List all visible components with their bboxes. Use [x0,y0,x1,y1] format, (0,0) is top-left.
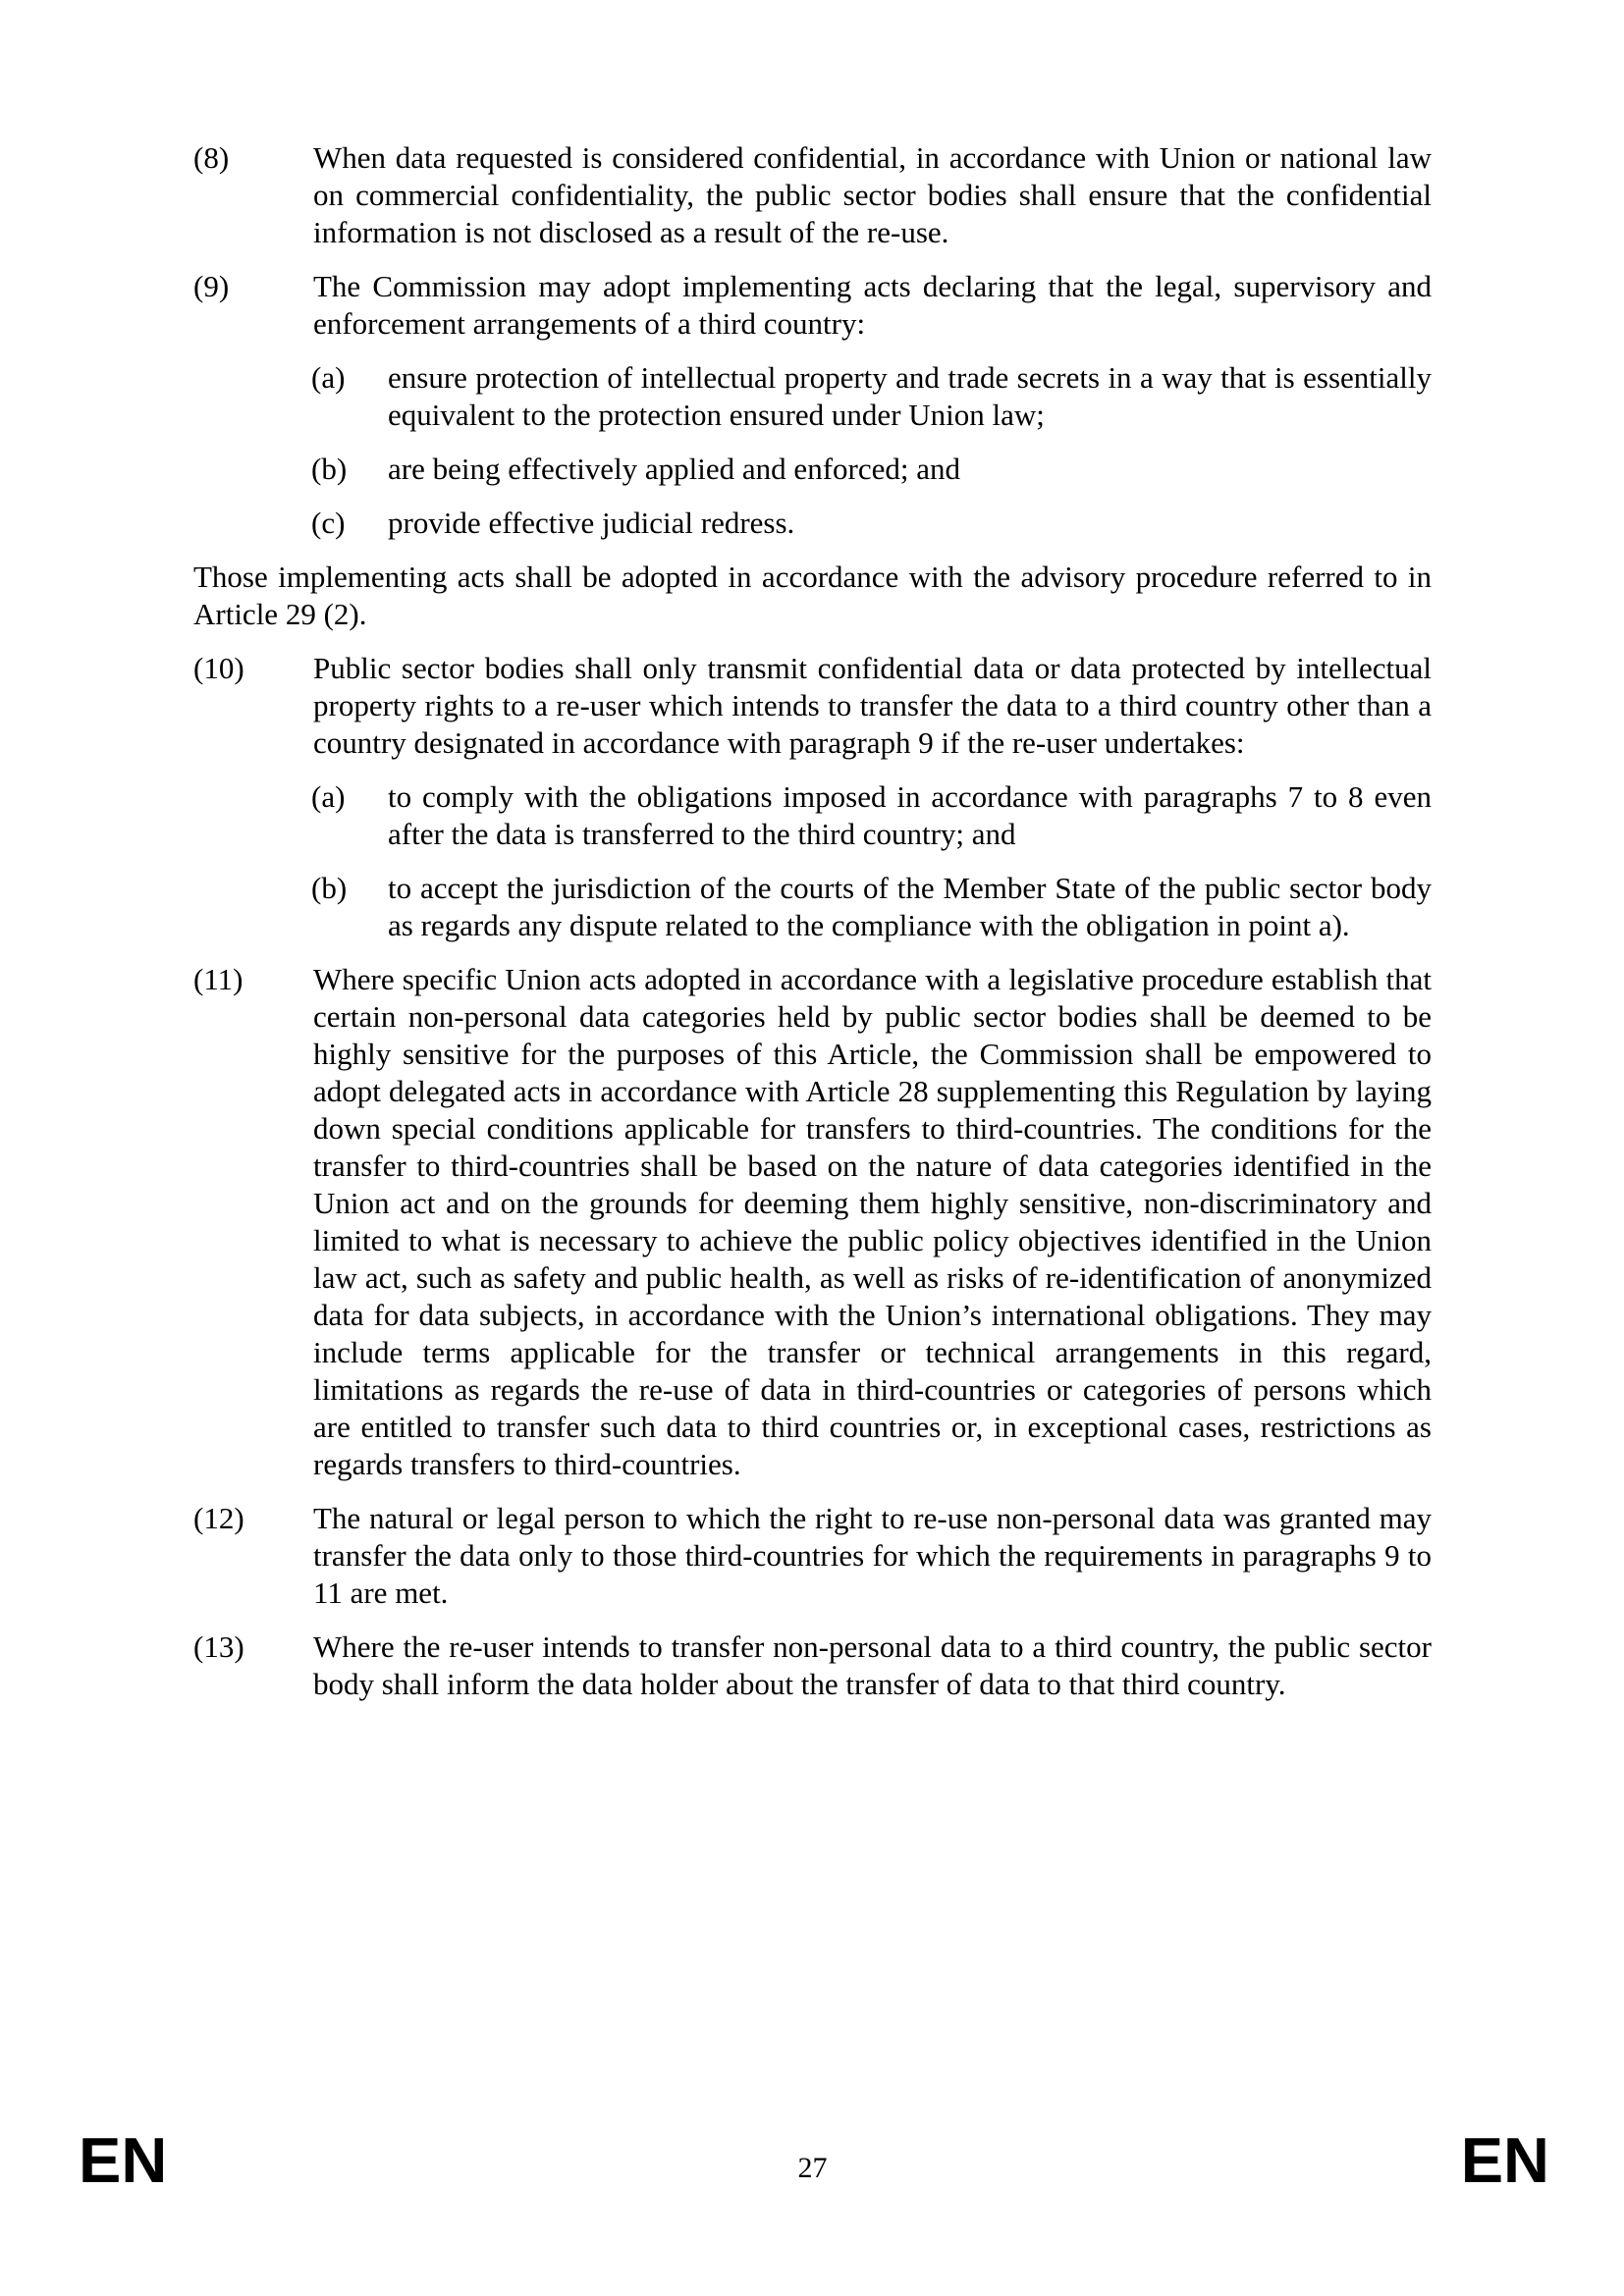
paragraph-number: (11) [193,962,244,996]
paragraph-text: When data requested is considered confidential, in accordance with Union or national law on commercial confidentiality, the public sector bodies shall ensure that the confidential information is not disclosed as a result of the re-use. [313,140,1432,249]
numbered-paragraph [193,650,1432,762]
sub-item-marker: (c) [311,506,346,540]
paragraph-number: (12) [193,1501,244,1535]
paragraph-text: Where the re-user intends to transfer non-personal data to a third country, the public sector body shall inform the data holder about the transfer of data to that third country. [313,1629,1432,1701]
footer-language-code-right: EN [1460,2124,1549,2196]
sub-item [193,870,1432,944]
sub-item [193,778,1432,853]
paragraph-text: to accept the jurisdiction of the courts of the Member State of the public sector body as regards any dispute related to the compliance with the obligation in point a). [388,871,1432,942]
footer-language-code-left: EN [79,2124,168,2196]
flush-paragraph [193,559,1432,633]
sub-item [193,451,1432,488]
paragraph-number: (9) [193,269,230,303]
sub-item-marker: (b) [311,871,348,905]
paragraph-text: are being effectively applied and enforced; and [388,452,960,486]
paragraph-text: Those implementing acts shall be adopted in accordance with the advisory procedure referred to in Article 29 (2). [193,560,1432,631]
paragraph-text: The Commission may adopt implementing acts declaring that the legal, supervisory and enforcement arrangements of a third country: [313,269,1432,341]
paragraph-number: (10) [193,651,244,685]
sub-item [193,505,1432,542]
paragraph-text: Where specific Union acts adopted in accordance with a legislative procedure establish that certain non-personal data categories held by public sector bodies shall be deemed to be highly sensitive for the purposes of this Article, the Commission shall be empowered to adopt delegated acts in accordance with Article 28 supplementing this Regulation by laying down special conditions applicable for transfers to third-countries. The conditions for the transfer to third-countries shall be based on the nature of data categories identified in the Union act and on the grounds for deeming them highly sensitive, non-discriminatory and limited to what is necessary to achieve the public policy objectives identified in the Union law act, such as safety and public health, as well as risks of re-identification of anonymized data for data subjects, in accordance with the Union’s international obligations. They may include terms applicable for the transfer or technical arrangements in this regard, limitations as regards the re-use of data in third-countries or categories of persons which are entitled to transfer such data to third countries or, in exceptional cases, restrictions as regards transfers to third-countries. [313,962,1432,1481]
paragraph-number: (13) [193,1629,244,1664]
numbered-paragraph [193,961,1432,1483]
numbered-paragraph [193,1629,1432,1703]
paragraph-text: provide effective judicial redress. [388,506,795,540]
document-body [193,139,1432,1720]
sub-item [193,359,1432,434]
paragraph-text: Public sector bodies shall only transmit confidential data or data protected by intellectual property rights to a re-user which intends to transfer the data to a third country other than a country designated in accordance with paragraph 9 if the re-user undertakes: [313,651,1432,760]
paragraph-text: The natural or legal person to which the right to re-use non-personal data was granted may transfer the data only to those third-countries for which the requirements in paragraphs 9 to 11 are met. [313,1501,1432,1610]
numbered-paragraph [193,139,1432,251]
sub-item-marker: (a) [311,360,346,395]
paragraph-text: to comply with the obligations imposed in accordance with paragraphs 7 to 8 even after the data is transferred to the third country; and [388,779,1432,851]
paragraph-number: (8) [193,140,230,175]
numbered-paragraph [193,268,1432,343]
sub-item-marker: (a) [311,779,346,814]
page-number: 27 [797,2152,828,2184]
sub-item-marker: (b) [311,452,348,486]
paragraph-text: ensure protection of intellectual property and trade secrets in a way that is essentially equivalent to the protection ensured under Union law; [388,360,1432,432]
numbered-paragraph [193,1500,1432,1612]
